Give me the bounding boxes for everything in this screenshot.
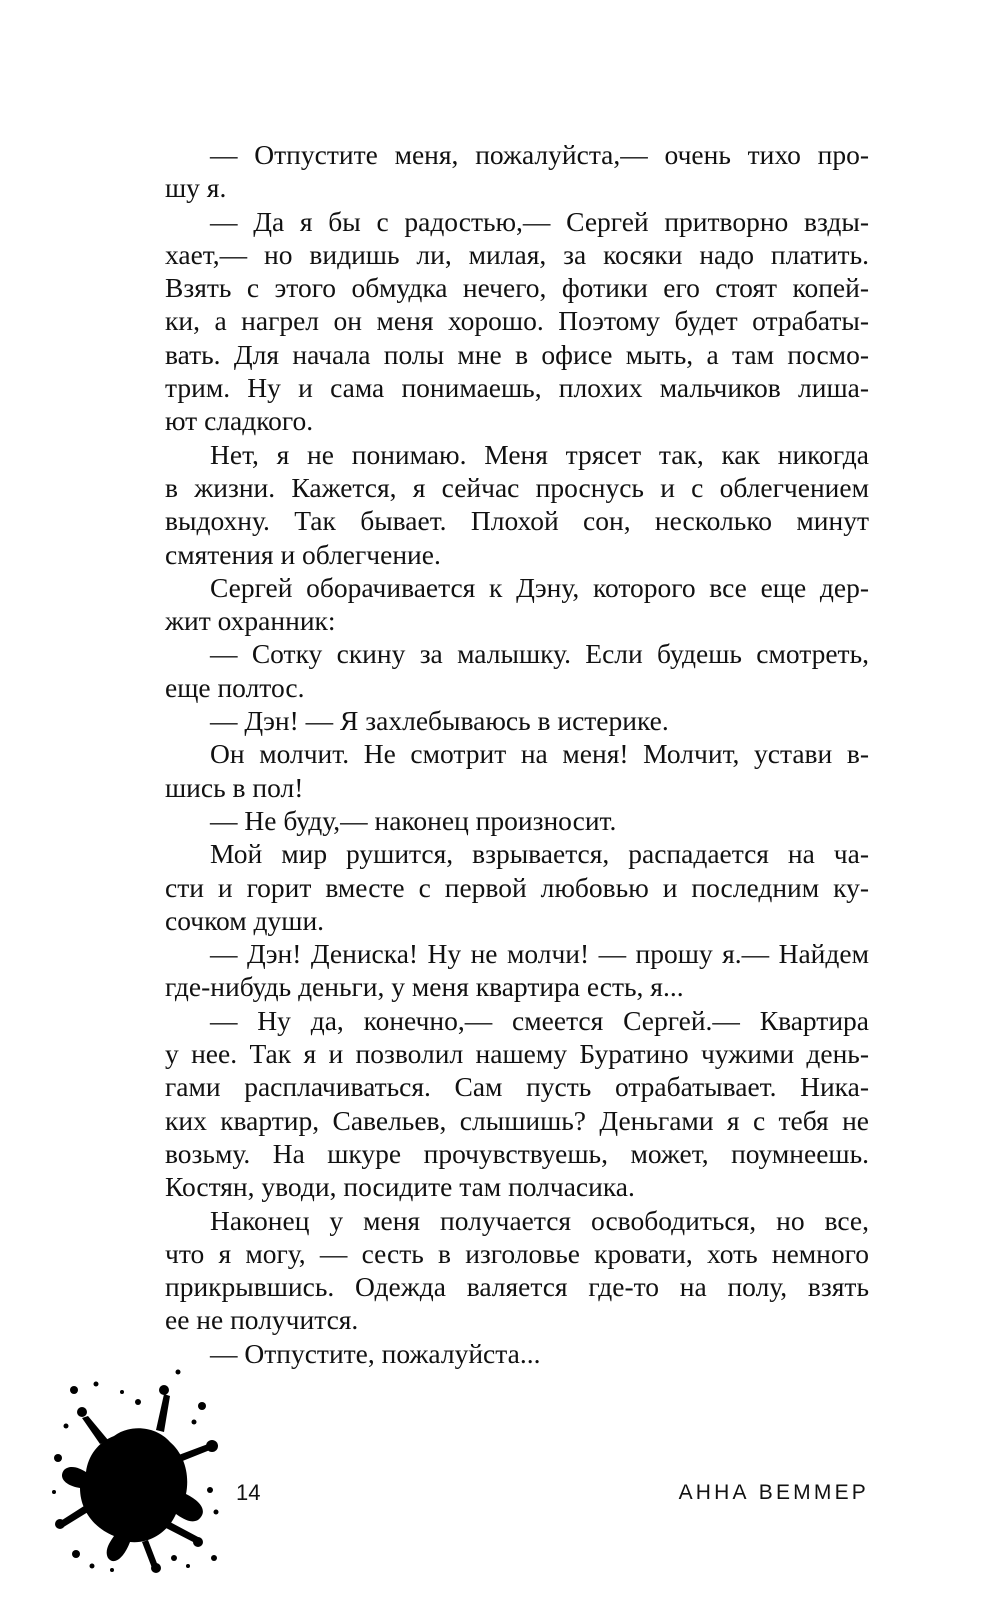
text-line: Нет, я не понимаю. Меня трясет так, как никогда: [210, 438, 869, 470]
text-line: выдохну. Так бывает. Плохой сон, несколько минут: [165, 505, 869, 537]
text-line: шу я.: [165, 172, 227, 204]
text-line: возьму. На шкуре прочувствуешь, может, поумнеешь.: [165, 1137, 869, 1169]
text-line: ее не получится.: [165, 1304, 359, 1336]
text-line: сочком души.: [165, 904, 325, 936]
text-line: — Ну да, конечно,— смеется Сергей.— Квартира: [210, 1004, 869, 1036]
page-number: 14: [236, 1480, 261, 1505]
text-line: вать. Для начала полы мне в офисе мыть, а там посмо-: [165, 338, 869, 370]
text-line: где-нибудь деньги, у меня квартира есть, я...: [165, 971, 684, 1003]
text-line: — Отпустите меня, пожалуйста,— очень тихо про-: [210, 139, 869, 170]
text-line: ких квартир, Савельев, слышишь? Деньгами я с тебя не: [165, 1104, 869, 1136]
text-line: Сергей оборачивается к Дэну, которого все еще дер-: [210, 571, 869, 603]
text-line: еще полтос.: [165, 671, 305, 703]
text-line: — Да я бы с радостью,— Сергей притворно взды-: [210, 205, 869, 237]
text-line: сти и горит вместе с первой любовью и последним ку-: [165, 871, 869, 903]
ink-splat-icon: [52, 1362, 222, 1576]
text-line: в жизни. Кажется, я сейчас проснусь и с облегчением: [165, 471, 869, 503]
text-line: — Сотку скину за малышку. Если будешь смотреть,: [210, 638, 869, 670]
text-line: Взять с этого обмудка нечего, фотики его стоят копей-: [165, 272, 869, 304]
text-line: прикрывшись. Одежда валяется где-то на полу, взять: [165, 1271, 869, 1303]
text-line: что я могу, — сесть в изголовье кровати, хоть немного: [165, 1237, 869, 1269]
text-line: у нее. Так я и позволил нашему Буратино чужими день-: [165, 1038, 869, 1070]
text-line: гами расплачиваться. Сам пусть отрабатывает. Ника-: [165, 1071, 869, 1103]
running-author: АННА ВЕММЕР: [678, 1481, 869, 1504]
text-line: Мой мир рушится, взрывается, распадается на ча-: [210, 838, 869, 870]
text-line: хает,— но видишь ли, милая, за косяки надо платить.: [165, 238, 869, 270]
text-line: смятения и облегчение.: [165, 538, 441, 570]
text-line: Наконец у меня получается освободиться, но все,: [210, 1204, 869, 1236]
text-line: шись в пол!: [165, 771, 304, 803]
text-line: ют сладкого.: [165, 405, 314, 437]
page-footer: [236, 1475, 869, 1511]
page-text: [165, 138, 869, 1370]
text-line: жит охранник:: [165, 605, 336, 637]
text-line: ки, а нагрел он меня хорошо. Поэтому будет отрабаты-: [165, 305, 869, 337]
text-line: Костян, уводи, посидите там полчасика.: [165, 1171, 635, 1203]
text-line: трим. Ну и сама понимаешь, плохих мальчиков лиша-: [165, 372, 869, 404]
text-line: Он молчит. Не смотрит на меня! Молчит, устави в-: [210, 738, 869, 770]
text-line: — Дэн! Дениска! Ну не молчи! — прошу я.— Найдем: [210, 938, 869, 970]
text-line: — Отпустите, пожалуйста...: [210, 1337, 541, 1369]
text-line: — Дэн! — Я захлебываюсь в истерике.: [210, 705, 669, 737]
text-line: — Не буду,— наконец произносит.: [210, 804, 617, 836]
